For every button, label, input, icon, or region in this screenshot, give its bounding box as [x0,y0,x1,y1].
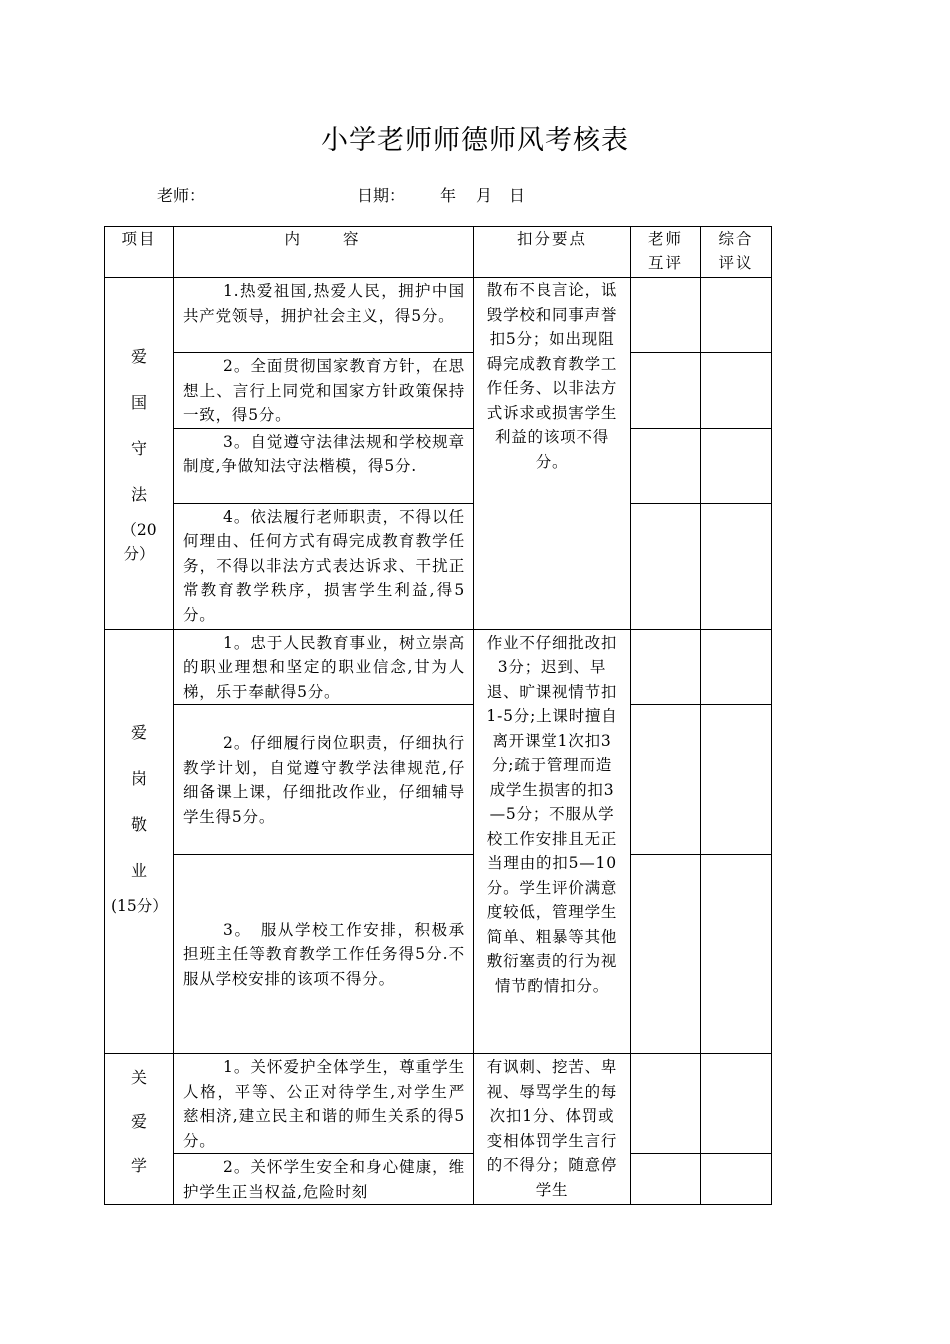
peer-review-cell[interactable] [631,503,701,629]
date-label: 日期： [357,186,406,205]
header-row [105,227,772,278]
table-row [105,1054,772,1154]
content-item: 1。忠于人民教育事业，树立崇高的职业理想和坚定的职业信念,甘为人梯，乐于奉献得5分。 [174,629,474,705]
category-score: (15分） [111,896,168,915]
category-caring: 关 爱 学 [105,1054,174,1205]
table-row [105,428,772,503]
table-row [105,855,772,1054]
header-peer-review: 老师 互评 [631,227,701,278]
header-deduction: 扣分要点 [474,227,631,278]
content-item: 3。自觉遵守法律法规和学校规章制度,争做知法守法楷模，得5分. [174,428,474,503]
category-score: （20分） [121,521,157,563]
teacher-label: 老师： [157,186,206,205]
overall-review-cell[interactable] [701,278,772,353]
content-item: 2。全面贯彻国家教育方针，在思想上、言行上同党和国家方针政策保持一致，得5分。 [174,353,474,429]
content-item: 2。关怀学生安全和身心健康，维护学生正当权益,危险时刻 [174,1154,474,1205]
day-label: 日 [509,186,526,205]
table-row [105,1154,772,1205]
month-label: 月 [476,186,493,205]
peer-review-cell[interactable] [631,855,701,1054]
peer-review-cell[interactable] [631,629,701,705]
header-content: 内 容 [174,227,474,278]
peer-review-cell[interactable] [631,1054,701,1154]
overall-review-cell[interactable] [701,503,772,629]
content-item: 4。依法履行老师职责，不得以任何理由、任何方式有碍完成教育教学任务，不得以非法方式表达诉求、干扰正常教育教学秩序，损害学生利益,得5分。 [174,503,474,629]
header-item: 项目 [105,227,174,278]
table-row [105,503,772,629]
deduction-points: 作业不仔细批改扣3分；迟到、早退、旷课视情节扣1-5分;上课时擅自离开课堂1次扣3分;疏于管理而造成学生损害的扣3—5分；不服从学校工作安排且无正当理由的扣5—10分。学生评价满意度较低，管理学生简单、粗暴等其他敷衍塞责的行为视情节酌情扣分。 [474,629,631,1054]
overall-review-cell[interactable] [701,629,772,705]
peer-review-cell[interactable] [631,705,701,855]
deduction-points: 有讽刺、挖苦、卑视、辱骂学生的每次扣1分、体罚或变相体罚学生言行的不得分；随意停学生 [474,1054,631,1205]
deduction-points: 散布不良言论，诋毁学校和同事声誉扣5分；如出现阻碍完成教育教学工作任务、以非法方式诉求或损害学生利益的该项不得分。 [474,278,631,630]
overall-review-cell[interactable] [701,353,772,429]
overall-review-cell[interactable] [701,1154,772,1205]
category-dedication: 爱 岗 敬 业 (15分） [105,629,174,1054]
overall-review-cell[interactable] [701,855,772,1054]
table-row [105,353,772,429]
table-row [105,629,772,705]
table-row [105,705,772,855]
content-item: 3。 服从学校工作安排，积极承担班主任等教育教学工作任务得5分.不服从学校安排的该项不得分。 [174,855,474,1054]
year-label: 年 [440,186,457,205]
content-item: 1。关怀爱护全体学生，尊重学生人格，平等、公正对待学生,对学生严慈相济,建立民主和谐的师生关系的得5分。 [174,1054,474,1154]
evaluation-table [104,226,772,1205]
overall-review-cell[interactable] [701,428,772,503]
peer-review-cell[interactable] [631,353,701,429]
header-overall-review: 综合 评议 [701,227,772,278]
peer-review-cell[interactable] [631,428,701,503]
content-item: 1.热爱祖国,热爱人民，拥护中国共产党领导，拥护社会主义，得5分。 [174,278,474,353]
peer-review-cell[interactable] [631,278,701,353]
peer-review-cell[interactable] [631,1154,701,1205]
page-title: 小学老师师德师风考核表 [321,125,629,156]
content-item: 2。仔细履行岗位职责，仔细执行教学计划，自觉遵守教学法律规范,仔细备课上课，仔细批改作业，仔细辅导学生得5分。 [174,705,474,855]
table-row [105,278,772,353]
category-patriotism: 爱 国 守 法 （20分） [105,278,174,630]
overall-review-cell[interactable] [701,705,772,855]
overall-review-cell[interactable] [701,1054,772,1154]
